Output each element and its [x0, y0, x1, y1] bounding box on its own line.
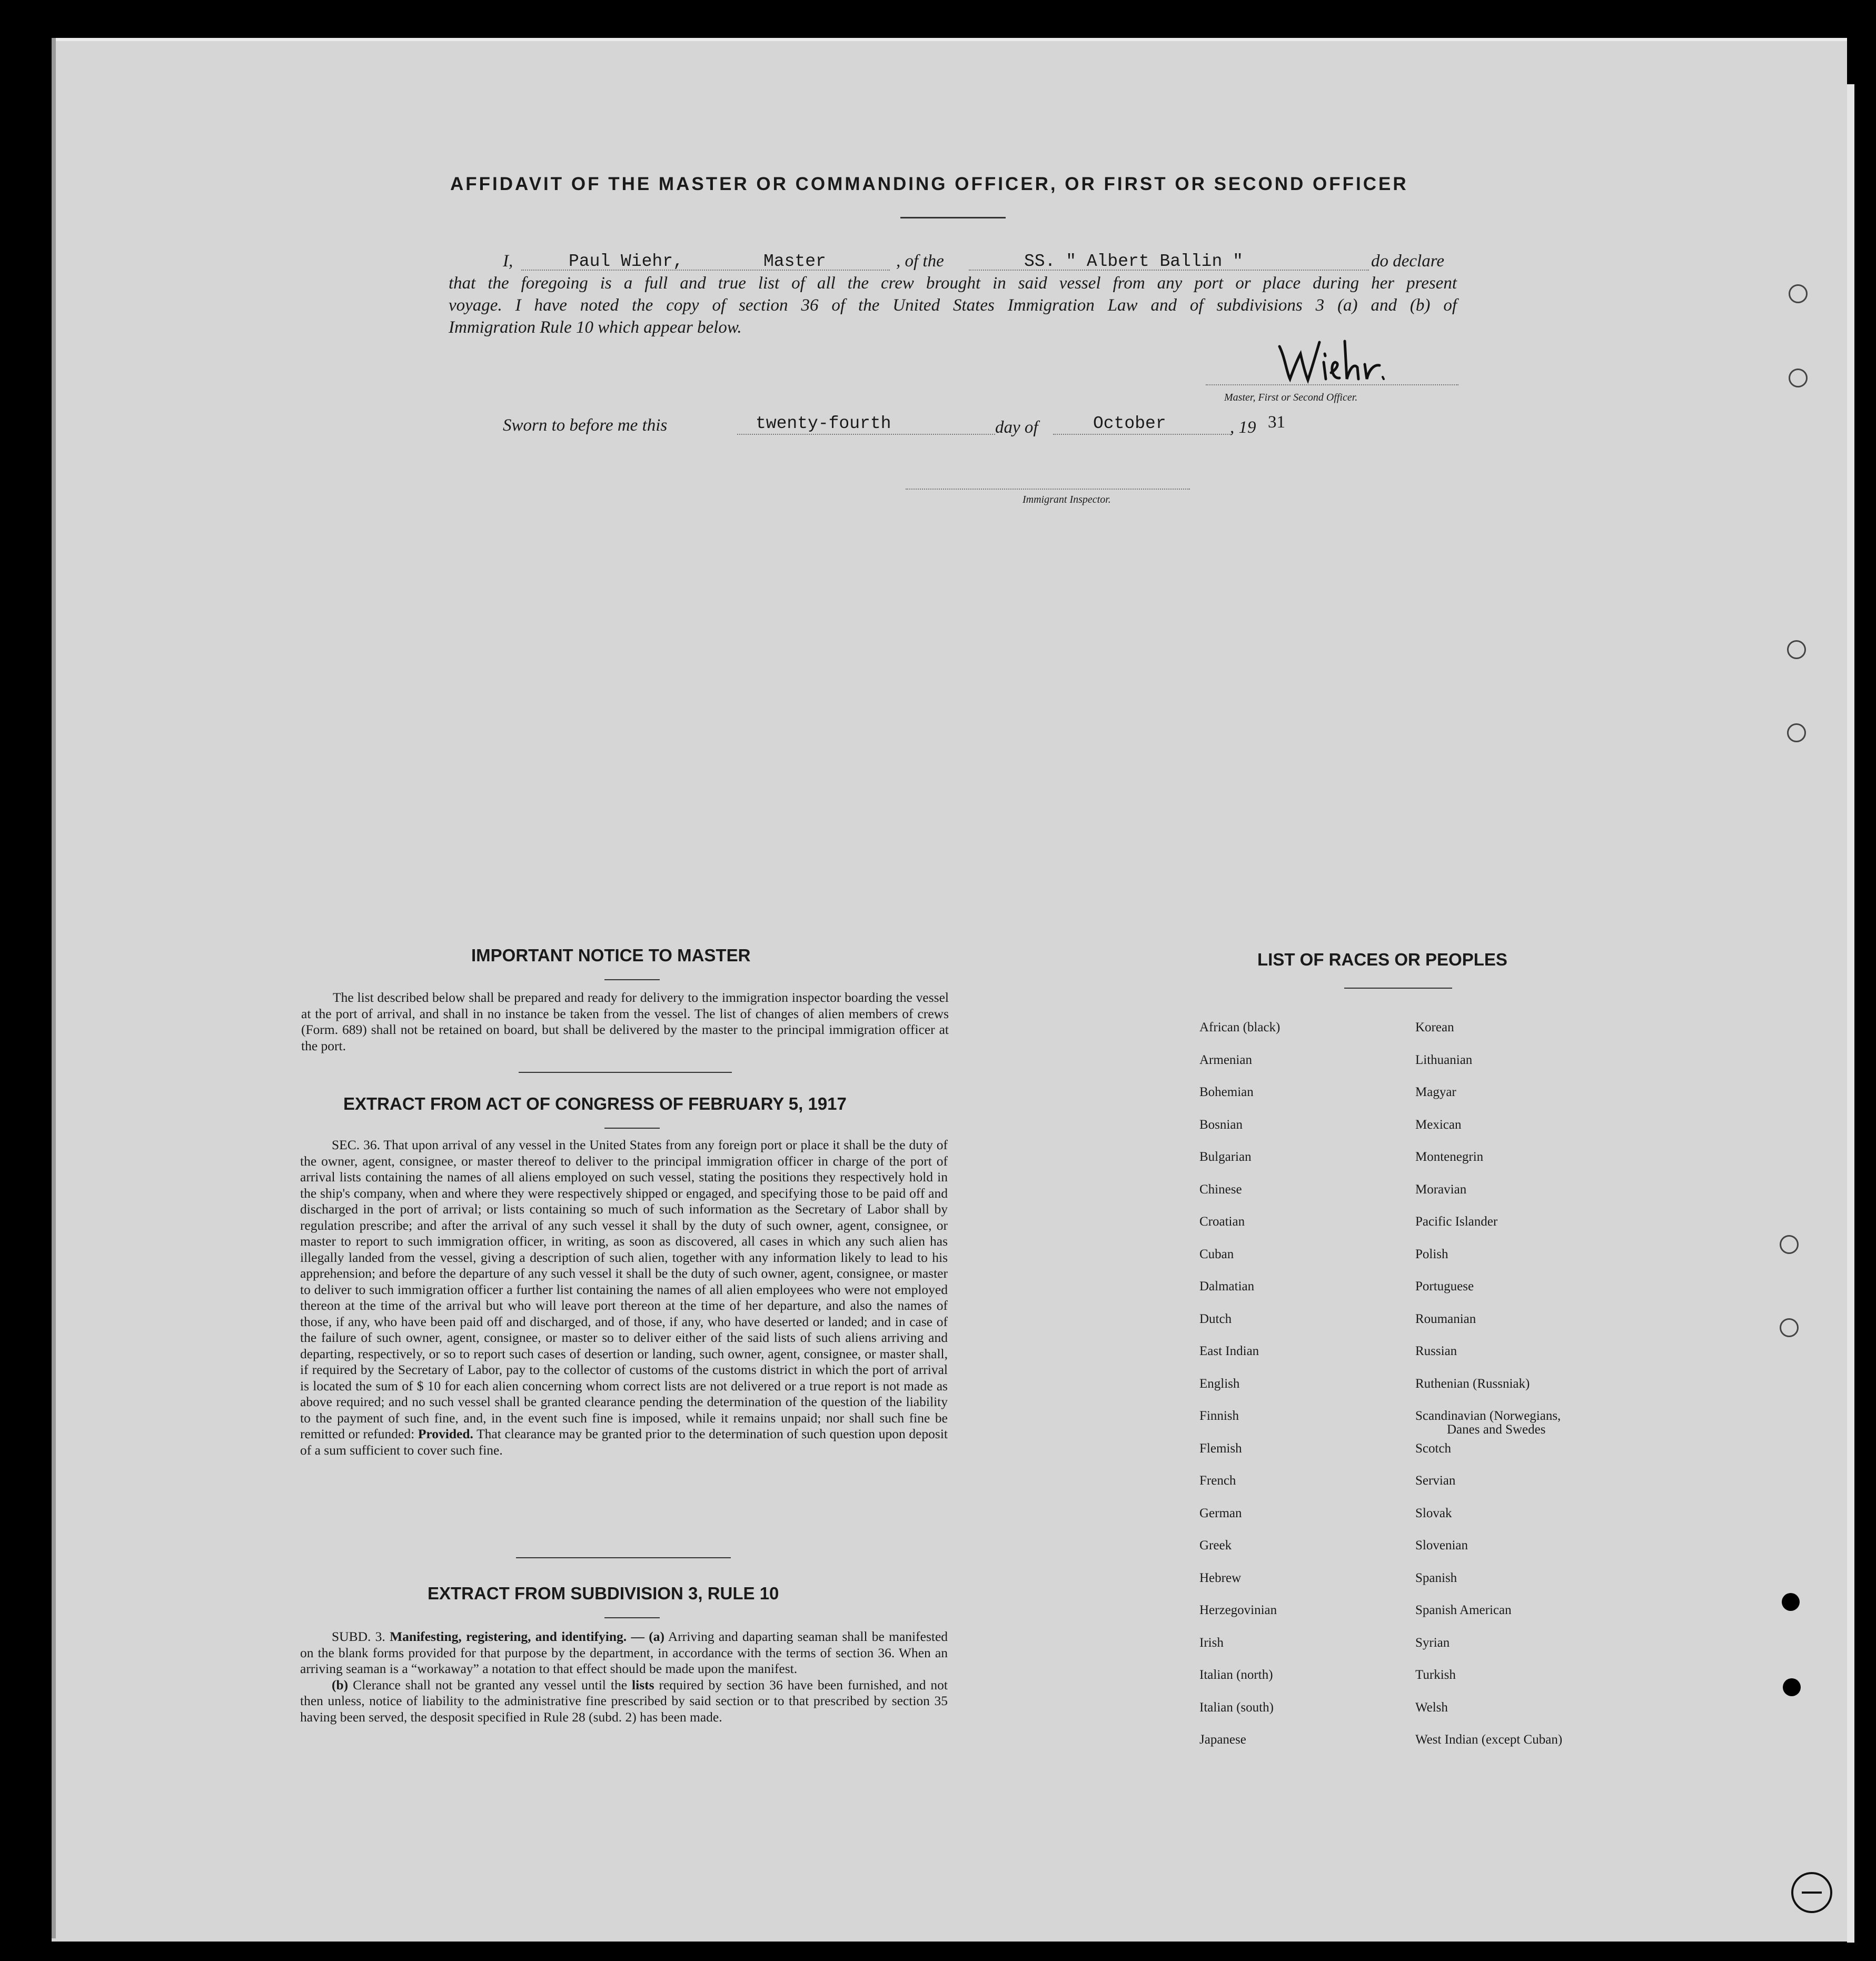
title-rule — [900, 217, 1006, 218]
race-item: Welsh — [1415, 1700, 1448, 1715]
race-item: Dutch — [1199, 1311, 1232, 1326]
race-item: Finnish — [1199, 1409, 1239, 1423]
signature-line — [1206, 384, 1458, 385]
race-item: Dalmatian — [1199, 1279, 1255, 1293]
race-item: African (black) — [1199, 1020, 1281, 1034]
subd-a-paragraph — [300, 1629, 948, 1677]
race-item: Syrian — [1415, 1635, 1450, 1650]
race-item: Slovenian — [1415, 1538, 1468, 1552]
of-the-text: , of the — [896, 252, 944, 271]
subd-a-text: Arriving and daparting seaman shall be manifested on the blank forms provided for that purpose by the department, in accordance with the terms of section 36. When an arriving seaman is a “workaway” a notation to that effect should be made upon the manifest. — [300, 1629, 948, 1676]
race-item: Servian — [1415, 1474, 1456, 1488]
punch-hole — [1787, 723, 1806, 742]
day-of-text: day of — [995, 418, 1038, 437]
subd-b-paragraph — [300, 1677, 948, 1726]
race-item: Greek — [1199, 1538, 1232, 1552]
act-paragraph — [300, 1137, 948, 1458]
act-separator — [516, 1557, 731, 1558]
punch-hole-filled — [1782, 1593, 1800, 1611]
master-rank: Master — [763, 252, 826, 271]
act-rule — [604, 1128, 660, 1129]
race-item: Roumanian — [1415, 1311, 1476, 1326]
race-item: English — [1199, 1376, 1240, 1391]
race-item: Japanese — [1199, 1733, 1246, 1747]
punch-hole — [1780, 1318, 1799, 1337]
punch-hole — [1780, 1235, 1799, 1254]
race-item: Polish — [1415, 1247, 1448, 1261]
race-item: Irish — [1199, 1635, 1224, 1650]
race-item: Hebrew — [1199, 1570, 1242, 1585]
signature-caption: Master, First or Second Officer. — [1224, 392, 1358, 403]
race-item: Herzegovinian — [1199, 1603, 1277, 1617]
race-item: Armenian — [1199, 1052, 1252, 1067]
race-item-continuation: Danes and Swedes — [1447, 1422, 1546, 1437]
races-rule — [1344, 988, 1452, 989]
punch-hole — [1787, 640, 1806, 659]
punch-hole — [1789, 284, 1808, 303]
race-item: German — [1199, 1506, 1242, 1520]
notice-paragraph: The list described below shall be prepared and ready for delivery to the immigration inspector boarding the vessel at the port of arrival, and shall in no instance be taken from the vessel. The list of changes of alien members of crews (Form. 689) shall not be retained on board, but shall be delivered by the master to the principal immigration officer at the port. — [301, 990, 949, 1053]
sworn-day: twenty-fourth — [756, 414, 891, 433]
race-item: Portuguese — [1415, 1279, 1474, 1293]
sheet-right-edge — [1847, 84, 1854, 1943]
race-item: Italian (north) — [1199, 1668, 1273, 1682]
affidavit-line-3: voyage. I have noted the copy of section 36 of the United States Immigration Law and of subdivisions 3 (a) and (b) of — [449, 296, 1457, 315]
sworn-prefix: Sworn to before me this — [503, 416, 668, 435]
race-item: Montenegrin — [1415, 1150, 1484, 1164]
race-item: Ruthenian (Russniak) — [1415, 1376, 1530, 1391]
race-item: Scandinavian (Norwegians, — [1415, 1409, 1561, 1423]
race-item: Pacific Islander — [1415, 1215, 1498, 1229]
subd-text — [300, 1629, 948, 1725]
subd-a-dash: — (a) — [631, 1629, 664, 1644]
race-item: Lithuanian — [1415, 1052, 1473, 1067]
race-item: Magyar — [1415, 1085, 1456, 1099]
act-title: EXTRACT FROM ACT OF CONGRESS OF FEBRUARY 5, 1917 — [343, 1094, 847, 1113]
punch-hole — [1789, 369, 1808, 387]
subd-b-text1: Clerance shall not be granted any vessel until the — [353, 1677, 628, 1693]
notice-title: IMPORTANT NOTICE TO MASTER — [471, 945, 751, 965]
notice-text — [301, 990, 949, 1054]
race-item: West Indian (except Cuban) — [1415, 1733, 1563, 1747]
vessel-name: SS. " Albert Ballin " — [1024, 252, 1243, 271]
subd-b-label: (b) — [332, 1677, 349, 1693]
race-item: Moravian — [1415, 1182, 1467, 1197]
master-signature — [1274, 331, 1390, 389]
race-item: Slovak — [1415, 1506, 1452, 1520]
subd-a-heading: Manifesting, registering, and identifying. — [390, 1629, 627, 1644]
race-item: Italian (south) — [1199, 1700, 1274, 1715]
sworn-year: 31 — [1268, 413, 1285, 432]
race-item: Bulgarian — [1199, 1150, 1252, 1164]
subd-title: EXTRACT FROM SUBDIVISION 3, RULE 10 — [428, 1584, 779, 1603]
notice-separator — [519, 1072, 732, 1073]
affidavit-title: AFFIDAVIT OF THE MASTER OR COMMANDING OFFICER, OR FIRST OR SECOND OFFICER — [450, 174, 1408, 194]
race-item: Scotch — [1415, 1441, 1452, 1456]
race-item: Cuban — [1199, 1247, 1234, 1261]
race-item: Flemish — [1199, 1441, 1242, 1456]
inspector-caption: Immigrant Inspector. — [1023, 494, 1111, 505]
year-prefix: , 19 — [1230, 418, 1256, 437]
circle-minus-icon — [1791, 1872, 1832, 1913]
sworn-month: October — [1093, 414, 1166, 433]
subd-b-text2: required by section 36 have been furnished, and not then unless, notice of liability to the administrative fine prescribed by said section or to that prescribed by section 35 having been served, the desposit specified in Rule 28 (subd. 2) has been made. — [300, 1677, 948, 1725]
sworn-day-leader — [737, 434, 995, 435]
race-item: Spanish American — [1415, 1603, 1512, 1617]
race-item: Korean — [1415, 1020, 1454, 1034]
subd-rule — [604, 1617, 660, 1618]
affidavit-line-4: Immigration Rule 10 which appear below. — [449, 318, 742, 337]
race-item: Croatian — [1199, 1215, 1245, 1229]
race-item: Mexican — [1415, 1117, 1462, 1132]
race-item: Bosnian — [1199, 1117, 1243, 1132]
race-item: French — [1199, 1474, 1236, 1488]
race-item: Chinese — [1199, 1182, 1242, 1197]
affidavit-line-2: that the foregoing is a full and true list of all the crew brought in said vessel from any port or place during her present — [449, 274, 1457, 293]
do-declare-text: do declare — [1371, 252, 1444, 271]
act-text-part2: That clearance may be granted prior to the determination of such question upon deposit of a sum sufficient to cover such fine. — [300, 1426, 948, 1458]
race-item: Russian — [1415, 1344, 1457, 1358]
notice-rule — [604, 979, 660, 980]
race-item: Turkish — [1415, 1668, 1456, 1682]
race-item: East Indian — [1199, 1344, 1259, 1358]
affidavit-prefix: I, — [503, 252, 513, 271]
sheet-left-edge — [52, 38, 56, 1938]
act-provided: Provided. — [418, 1426, 473, 1441]
subd-b-lists: lists — [632, 1677, 654, 1693]
master-name: Paul Wiehr, — [569, 252, 683, 271]
subd-a-prefix: SUBD. 3. — [332, 1629, 385, 1644]
act-text-part1: SEC. 36. That upon arrival of any vessel in the United States from any foreign port or place it shall be the duty of the owner, agent, consignee, or master thereof to deliver to the principal immigration officer in charge of the port of arrival lists containing the names of all aliens employed on such vessel, stating the positions they respectively hold in the ship's company, when and where they were respectively shipped or engaged, and specifying those to be paid off and discharged in the port of arrival; or lists containing so much of such information as the Secretary of Labor shall by regulation prescribe; and after the arrival of any such vessel it shall by the duty of such owner, agent, consignee, or master to report to such immigration officer, in writing, as soon as discovered, all cases in which any such alien has illegally landed from the vessel, giving a description of such alien, together with any information likely to lead to his apprehension; and before the departure of any such vessel it shall be the duty of such owner, agent, consignee, or master to deliver to such immigration officer a further list containing the names of all alien employees who were not employed thereon at the time of the arrival but who will leave port thereon at the time of her departure, and also the names of those, if any, who have been paid off and discharged, and of those, if any, who have deserted or landed; and in case of the failure of such owner, agent, consignee, or master so to deliver either of the said lists of such aliens arriving and departing, respectively, or so to report such cases of desertion or landing, such owner, agent, consignee, or master shall, if required by the Secretary of Labor, pay to the collector of customs of the customs district in which the port of arrival is located the sum of $ 10 for each alien concerning whom correct lists are not delivered or a true report is not made as above required; and no such vessel shall be granted clearance pending the determination of the question of the liability to the payment of such fine, and, in the event such fine is imposed, while it remains unpaid; nor shall such fine be remitted or refunded: — [300, 1137, 948, 1441]
races-title: LIST OF RACES OR PEOPLES — [1257, 950, 1507, 969]
act-text — [300, 1137, 948, 1458]
sworn-month-leader — [1053, 434, 1232, 435]
inspector-line — [906, 489, 1190, 490]
race-item: Spanish — [1415, 1570, 1457, 1585]
race-item: Bohemian — [1199, 1085, 1254, 1099]
punch-hole-filled — [1783, 1678, 1801, 1696]
